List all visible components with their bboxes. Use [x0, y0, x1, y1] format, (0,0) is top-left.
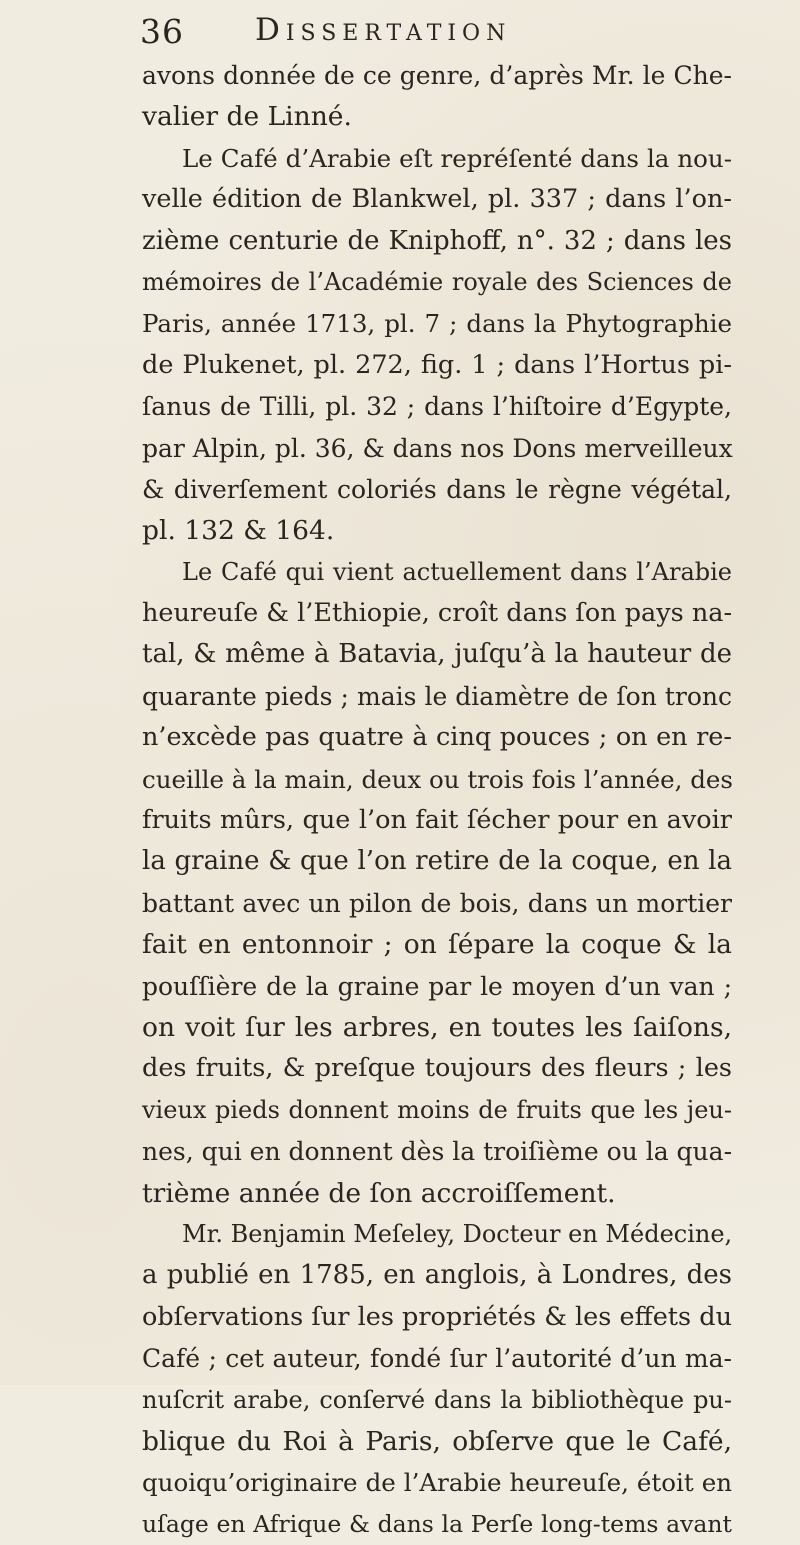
text-line: obſervations ſur les propriétés & les effets du [142, 1301, 732, 1332]
text-line: avons donnée de ce genre, d’après Mr. le Che- [142, 61, 732, 90]
text-line: nes, qui en donnent dès la troiſième ou la qua- [142, 1137, 733, 1167]
text-line: la graine & que l’on retire de la coque, en la [142, 846, 732, 877]
text-line: nuſcrit arabe, conſervé dans la bibliothèque pu- [142, 1385, 732, 1414]
text-line: des fruits, & preſque toujours des fleurs ; les [142, 1053, 732, 1084]
text-line: on voit ſur les arbres, en toutes les ſaiſons, [142, 1011, 732, 1043]
text-line: pouſſière de la graine par le moyen d’un van ; [142, 971, 732, 1001]
text-line: trième année de ſon accroiſſement. [142, 1177, 616, 1209]
text-line: heureuſe & l’Ethiopie, croît dans ſon pays na- [142, 598, 733, 629]
text-line: tal, & même à Batavia, juſqu’à la hauteur de [142, 639, 732, 670]
text-line: a publié en 1785, en anglois, à Londres, des [142, 1260, 732, 1291]
text-line: quarante pieds ; mais le diamètre de ſon tronc [142, 681, 732, 711]
paragraph-start-line: Le Café qui vient actuellement dans l’Arabie [182, 557, 732, 586]
paragraph-start-line: Mr. Benjamin Meſeley, Docteur en Médecine, [182, 1219, 733, 1248]
running-title: Dissertation [255, 12, 512, 48]
text-line: quoiqu’originaire de l’Arabie heureuſe, étoit en [142, 1468, 732, 1498]
text-line: mémoires de l’Académie royale des Sciences de [142, 267, 732, 296]
text-line: battant avec un pilon de bois, dans un mortier [142, 888, 732, 918]
text-line: Paris, année 1713, pl. 7 ; dans la Phytographie [142, 309, 732, 339]
text-line: uſage en Afrique & dans la Perſe long-tems avant [142, 1509, 732, 1538]
page-header [140, 12, 740, 52]
text-line: n’excède pas quatre à cinq pouces ; on en re- [142, 722, 732, 753]
text-line: valier de Linné. [142, 101, 352, 133]
body-text [142, 55, 732, 1545]
text-line: ſanus de Tilli, pl. 32 ; dans l’hiſtoire d’Egypte, [142, 392, 732, 422]
text-line: Café ; cet auteur, fondé ſur l’autorité d’un ma- [142, 1344, 732, 1374]
text-line: zième centurie de Kniphoff, n°. 32 ; dans les [142, 225, 732, 256]
paragraph-start-line: Le Café d’Arabie eſt repréſenté dans la nou- [182, 143, 732, 173]
text-line: blique du Roi à Paris, obſerve que le Café, [142, 1425, 732, 1457]
text-line: vieux pieds donnent moins de fruits que les jeu- [142, 1095, 732, 1124]
text-line: de Plukenet, pl. 272, fig. 1 ; dans l’Hortus pi- [142, 349, 732, 380]
text-line: fait en entonnoir ; on ſépare la coque & la [142, 929, 732, 961]
text-line: fruits mûrs, que l’on fait ſécher pour en avoir [142, 805, 732, 836]
page-number: 36 [140, 12, 184, 51]
text-line: par Alpin, pl. 36, & dans nos Dons merveilleux [142, 433, 733, 463]
text-line: velle édition de Blankwel, pl. 337 ; dans l’on- [142, 184, 732, 215]
text-line: & diverſement coloriés dans le règne végétal, [142, 474, 732, 504]
text-line: pl. 132 & 164. [142, 515, 335, 547]
text-line: cueille à la main, deux ou trois fois l’année, des [142, 764, 733, 794]
